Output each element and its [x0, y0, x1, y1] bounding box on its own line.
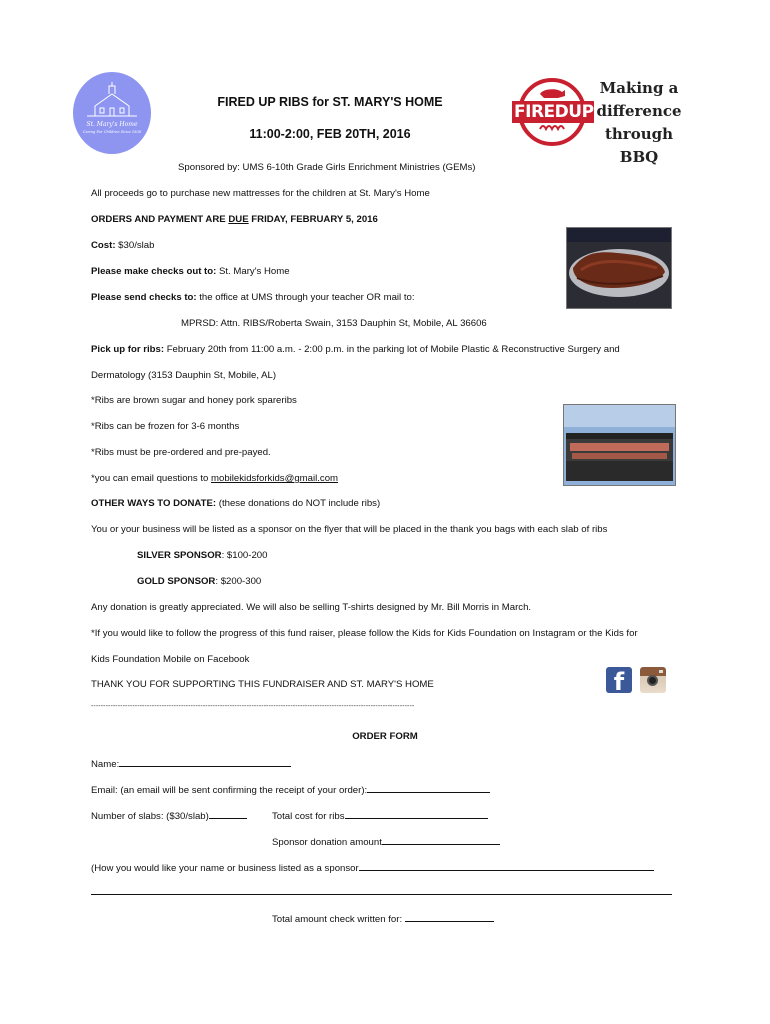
email-field-label: Email: (an email will be sent confirming the receipt of your order):	[91, 785, 368, 796]
send-label: Please send checks to:	[91, 292, 197, 303]
sponsor-amount-label: Sponsor donation amount	[272, 837, 382, 848]
total-check-field[interactable]	[405, 912, 494, 922]
name-field[interactable]	[119, 757, 291, 767]
silver-value: : $100-200	[221, 550, 268, 561]
other-donate-line	[91, 498, 380, 509]
orders-due-prefix: ORDERS AND PAYMENT ARE	[91, 214, 229, 225]
mail-address: MPRSD: Attn. RIBS/Roberta Swain, 3153 Dauphin St, Mobile, AL 36606	[181, 318, 487, 329]
silver-label: SILVER SPONSOR	[137, 550, 222, 561]
listing-label: (How you would like your name or business listed as a sponsor	[91, 863, 359, 874]
total-ribs-row	[272, 809, 488, 822]
follow-line-2: Kids Foundation Mobile on Facebook	[91, 654, 250, 665]
cost-value: $30/slab	[115, 240, 155, 251]
slabs-field-row	[91, 809, 247, 822]
order-form-title: ORDER FORM	[352, 731, 418, 742]
rib-note-flavor: *Ribs are brown sugar and honey pork spareribs	[91, 395, 297, 406]
cost-line	[91, 240, 154, 251]
total-ribs-label: Total cost for ribs	[272, 811, 345, 822]
name-field-row	[91, 757, 291, 770]
total-check-label: Total amount check written for:	[272, 914, 405, 925]
sponsored-by: Sponsored by: UMS 6-10th Grade Girls Enrichment Ministries (GEMs)	[178, 162, 476, 173]
tagline-line1: Making a	[599, 79, 679, 97]
logo-text-tagline: Caring For Children Since 1838	[82, 130, 142, 134]
donation-note: Any donation is greatly appreciated. We will also be selling T-shirts designed by Mr. Bill Morris in March.	[91, 602, 532, 613]
gold-value: : $200-300	[215, 576, 262, 587]
email-field[interactable]	[367, 783, 490, 793]
fired-up-brand-up: UP	[568, 102, 594, 122]
rib-note-preorder: *Ribs must be pre-ordered and pre-payed.	[91, 447, 271, 458]
page-title: FIRED UP RIBS for ST. MARY'S HOME	[217, 95, 443, 109]
cost-label: Cost:	[91, 240, 116, 251]
gold-sponsor	[137, 576, 261, 587]
pickup-line	[91, 344, 620, 355]
ribs-photo-2	[563, 404, 676, 486]
sponsor-amount-row	[272, 835, 500, 848]
send-checks-line	[91, 292, 415, 303]
sponsor-note: You or your business will be listed as a sponsor on the flyer that will be placed in the thank you bags with each slab of ribs	[91, 524, 608, 535]
cut-line: -------------------------------------------------------------------------------------------------------------------------------------	[91, 703, 415, 710]
instagram-lens	[647, 675, 658, 686]
other-value: (these donations do NOT include ribs)	[216, 498, 381, 509]
thank-you: THANK YOU FOR SUPPORTING THIS FUNDRAISER AND ST. MARY'S HOME	[91, 679, 434, 690]
fired-up-brand-fired: FIRED	[514, 102, 569, 122]
pickup-value: February 20th from 11:00 a.m. - 2:00 p.m. in the parking lot of Mobile Plastic & Reconstructive Surgery and	[164, 344, 620, 355]
tagline-line2: difference	[596, 102, 682, 120]
orders-due-date: FRIDAY, FEBRUARY 5, 2016	[248, 214, 378, 225]
name-label: Name:	[91, 759, 120, 770]
ribs-photo-1	[566, 227, 672, 309]
orders-due-line	[91, 214, 378, 225]
proceeds-note: All proceeds go to purchase new mattresses for the children at St. Mary's Home	[91, 188, 430, 199]
email-field-row	[91, 783, 490, 796]
checks-value: St. Mary's Home	[216, 266, 290, 277]
fired-up-logo	[510, 77, 685, 166]
rib-note-frozen: *Ribs can be frozen for 3-6 months	[91, 421, 240, 432]
checks-payable-line	[91, 266, 290, 277]
other-label: OTHER WAYS TO DONATE:	[91, 498, 217, 509]
instagram-icon[interactable]	[640, 667, 666, 693]
gold-label: GOLD SPONSOR	[137, 576, 216, 587]
total-ribs-field[interactable]	[345, 809, 488, 819]
orders-due-word: DUE	[228, 214, 249, 225]
instagram-flash	[659, 670, 663, 673]
email-link[interactable]: mobilekidsforkids@gmail.com	[211, 473, 339, 484]
pickup-label: Pick up for ribs:	[91, 344, 165, 355]
checks-label: Please make checks out to:	[91, 266, 217, 277]
tagline-line3: through BBQ	[604, 125, 674, 166]
st-marys-home-logo	[73, 72, 151, 154]
event-time: 11:00-2:00, FEB 20TH, 2016	[249, 127, 411, 141]
total-check-row	[272, 912, 494, 925]
email-line	[91, 473, 338, 484]
listing-field[interactable]	[359, 861, 654, 871]
silver-sponsor	[137, 550, 267, 561]
slabs-field[interactable]	[209, 809, 247, 819]
sponsor-amount-field[interactable]	[382, 835, 500, 845]
listing-field-line-2[interactable]	[91, 894, 672, 895]
email-prefix: *you can email questions to	[91, 473, 211, 484]
logo-text-name: St. Mary's Home	[86, 121, 138, 128]
pickup-continued: Dermatology (3153 Dauphin St, Mobile, AL)	[91, 370, 277, 381]
listing-row	[91, 861, 654, 874]
facebook-icon[interactable]: f	[606, 667, 632, 693]
send-value: the office at UMS through your teacher OR mail to:	[196, 292, 415, 303]
follow-line-1: *If you would like to follow the progress of this fund raiser, please follow the Kids for Kids Foundation on Instagram or the Kids for	[91, 628, 638, 639]
slabs-label: Number of slabs: ($30/slab)	[91, 811, 209, 822]
